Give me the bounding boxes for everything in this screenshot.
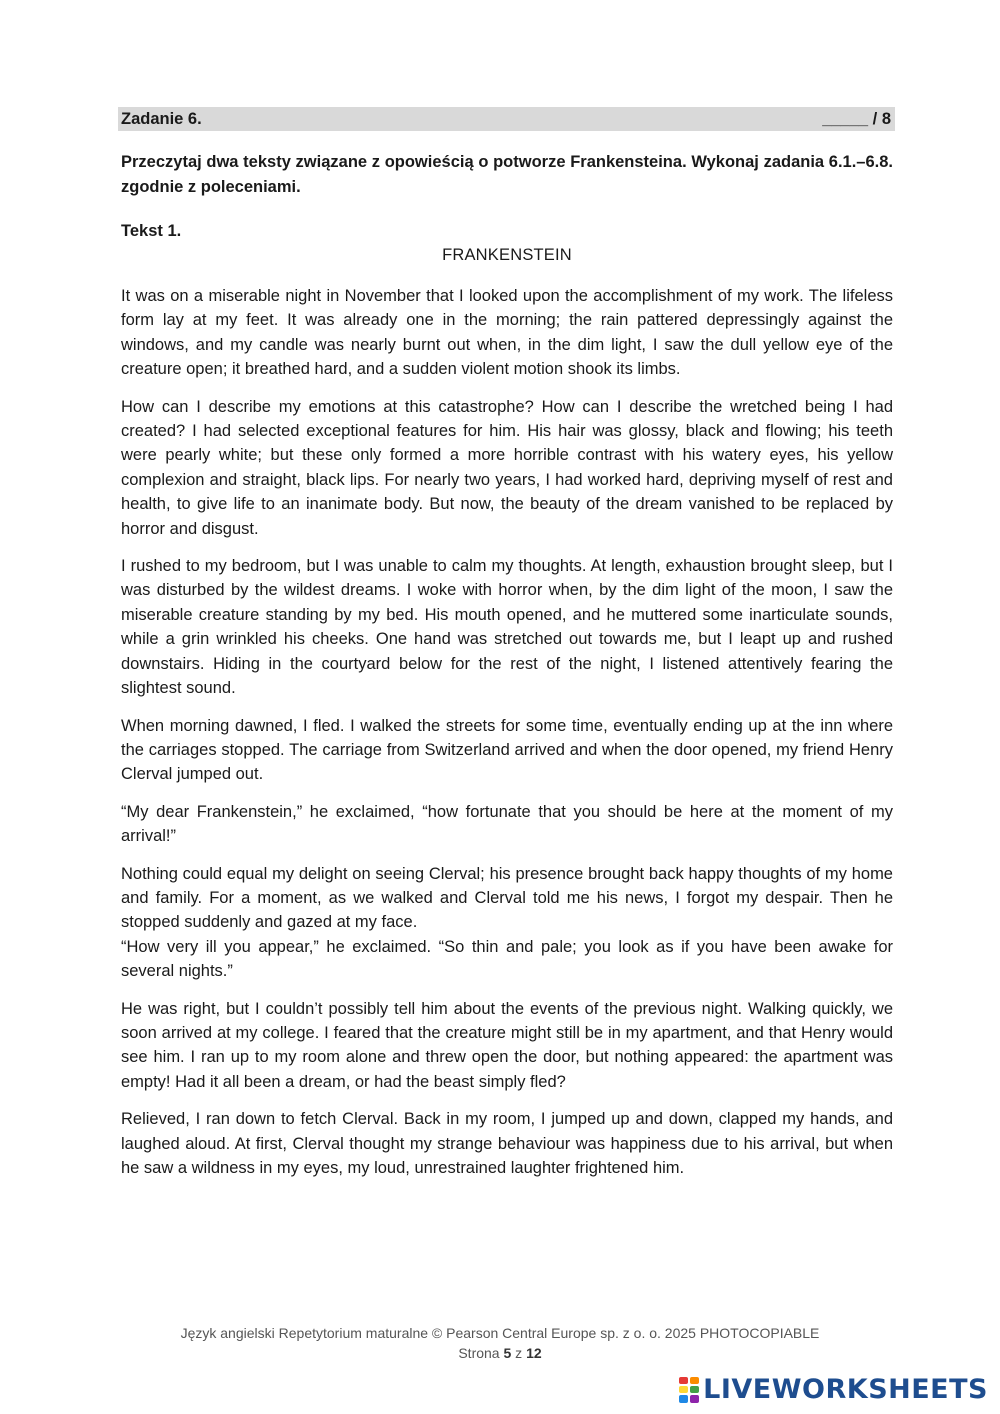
story-body [121,284,893,1193]
brand-name: LIVEWORKSHEETS [703,1374,988,1405]
page-prefix: Strona [458,1345,500,1361]
page-footer [0,1323,1000,1363]
paragraph: It was on a miserable night in November that I looked upon the accomplishment of my work. The lifeless form lay at my feet. It was already one in the morning; the rain pattered depressingly against the windows, and my candle was nearly burnt out when, in the dim light, I saw the dull yellow eye of the creature open; it breathed hard, and a sudden violent motion shook its limbs. [121,287,893,379]
footer-page-number [0,1343,1000,1363]
paragraph: Nothing could equal my delight on seeing Clerval; his presence brought back happy thoughts of my home and family. For a moment, as we walked and Clerval told me his news, I forgot my despair. Then he stopped suddenly and gazed at my face. [121,864,893,932]
task-instruction: Przeczytaj dwa teksty związane z opowieścią o potworze Frankensteina. Wykonaj zadania 6.1.–6.8. zgodnie z poleceniami. [121,153,893,196]
paragraph: How can I describe my emotions at this catastrophe? How can I describe the wretched being I had created? I had selected exceptional features for him. His hair was glossy, black and flowing; his teeth were pearly white; but these only formed a more horrible contrast with his watery eyes, his yellow complexion and straight, black lips. For nearly two years, I had worked hard, depriving myself of rest and health, to give life to an inanimate body. But now, the beauty of the dream vanished to be replaced by horror and disgust. [121,397,893,538]
page-total: 12 [526,1345,542,1361]
task-header-bar [118,107,895,131]
task-label: Zadanie 6. [121,109,202,128]
footer-copyright: Język angielski Repetytorium maturalne © Pearson Central Europe sp. z o. o. 2025 PHOTOCOPIABLE [180,1325,820,1341]
task-score[interactable]: _____ / 8 [822,109,891,128]
paragraph: When morning dawned, I fled. I walked the streets for some time, eventually ending up at the inn where the carriages stopped. The carriage from Switzerland arrived and when the door opened, my friend Henry Clerval jumped out. [121,716,893,784]
paragraph: He was right, but I couldn’t possibly tell him about the events of the previous night. Walking quickly, we soon arrived at my college. I feared that the creature might still be in my apartment, and that Henry would see him. I ran up to my room alone and threw open the door, but nothing appeared: the apartment was empty! Had it all been a dream, or had the beast simply fled? [121,999,893,1091]
story-title: FRANKENSTEIN [442,246,572,264]
paragraph: “My dear Frankenstein,” he exclaimed, “how fortunate that you should be here at the moment of my arrival!” [121,802,893,846]
page-current: 5 [503,1345,512,1361]
paragraph: “How very ill you appear,” he exclaimed. “So thin and pale; you look as if you have been awake for several nights.” [121,937,893,981]
paragraph: Relieved, I ran down to fetch Clerval. Back in my room, I jumped up and down, clapped my hands, and laughed aloud. At first, Clerval thought my strange behaviour was happiness due to his arrival, but when he saw a wildness in my eyes, my loud, unrestrained laughter frightened him. [121,1110,893,1177]
liveworksheets-logo-icon [679,1377,699,1403]
liveworksheets-brand[interactable] [679,1374,988,1405]
paragraph: I rushed to my bedroom, but I was unable to calm my thoughts. At length, exhaustion brought sleep, but I was disturbed by the wildest dreams. I woke with horror when, by the dim light of the moon, I saw the miserable creature standing by my bed. His mouth opened, and he muttered some inarticulate sounds, while a grin wrinkled his cheeks. One hand was stretched out towards me, but I leapt up and rushed downstairs. Hiding in the courtyard below for the rest of the night, I listened attentively fearing the slightest sound. [121,557,893,698]
text-label: Tekst 1. [121,222,182,240]
page-separator: z [515,1345,523,1361]
